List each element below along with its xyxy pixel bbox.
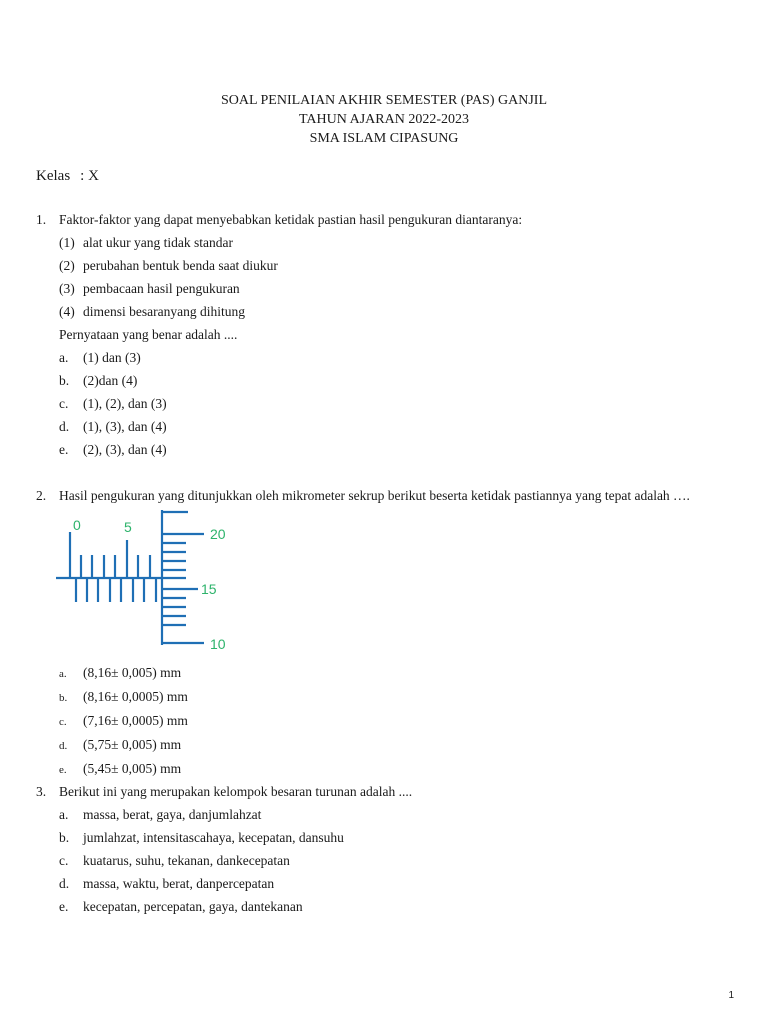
micrometer-diagram (56, 510, 246, 665)
option-label: b. (59, 692, 68, 704)
option-label: a. (59, 668, 67, 680)
q3-option-c[interactable] (59, 853, 290, 869)
option-label: a. (59, 807, 69, 822)
question-1-text: Faktor-faktor yang dapat menyebabkan ketidak pastian hasil pengukuran diantaranya: (59, 212, 523, 227)
question-3-number: 3. (36, 784, 47, 799)
option-label: d. (59, 740, 68, 752)
option-text: (7,16± 0,0005) mm (83, 713, 188, 728)
option-label: a. (59, 350, 69, 365)
q1-statement (59, 258, 278, 274)
statement-number: (2) (59, 258, 75, 273)
option-text: massa, waktu, berat, danpercepatan (83, 876, 275, 891)
option-text: (1), (2), dan (3) (83, 396, 167, 411)
option-text: (5,45± 0,005) mm (83, 761, 182, 776)
option-text: jumlahzat, intensitascahaya, kecepatan, dansuhu (83, 830, 344, 845)
statement-number: (3) (59, 281, 75, 296)
q1-prompt: Pernyataan yang benar adalah .... (59, 327, 238, 342)
class-value: : X (80, 168, 99, 184)
option-text: (8,16± 0,0005) mm (83, 689, 188, 704)
q2-option-e[interactable] (59, 761, 181, 777)
q1-option-b[interactable] (59, 373, 137, 389)
thimble-label-15: 15 (201, 581, 217, 597)
sleeve-label-5: 5 (124, 519, 132, 535)
option-label: c. (59, 396, 69, 411)
option-label: d. (59, 876, 70, 891)
micrometer-svg (56, 510, 246, 660)
statement-text: pembacaan hasil pengukuran (83, 281, 240, 296)
q3-option-b[interactable] (59, 830, 344, 846)
question-2-text: Hasil pengukuran yang ditunjukkan oleh mikrometer sekrup berikut beserta ketidak pastiannya yang tepat adalah …. (59, 488, 690, 503)
option-label: e. (59, 764, 67, 776)
q2-option-d[interactable] (59, 737, 181, 753)
question-2-number: 2. (36, 488, 47, 503)
thimble-label-10: 10 (210, 636, 226, 652)
option-label: b. (59, 830, 70, 845)
thimble-label-20: 20 (210, 526, 226, 542)
option-label: c. (59, 853, 69, 868)
statement-text: dimensi besaranyang dihitung (83, 304, 245, 319)
question-1-number: 1. (36, 212, 47, 227)
option-text: (5,75± 0,005) mm (83, 737, 182, 752)
option-text: (8,16± 0,005) mm (83, 665, 182, 680)
option-text: kecepatan, percepatan, gaya, dantekanan (83, 899, 303, 914)
option-label: e. (59, 899, 69, 914)
statement-text: perubahan bentuk benda saat diukur (83, 258, 278, 273)
q1-statement (59, 281, 240, 297)
sleeve-label-0: 0 (73, 517, 81, 533)
option-text: (1), (3), dan (4) (83, 419, 167, 434)
question-3-text: Berikut ini yang merupakan kelompok besaran turunan adalah .... (59, 784, 413, 799)
header-year: TAHUN AJARAN 2022-2023 (299, 112, 469, 127)
option-text: kuatarus, suhu, tekanan, dankecepatan (83, 853, 290, 868)
option-text: (1) dan (3) (83, 350, 141, 365)
statement-text: alat ukur yang tidak standar (83, 235, 233, 250)
option-text: (2), (3), dan (4) (83, 442, 167, 457)
option-text: (2)dan (4) (83, 373, 138, 388)
statement-number: (4) (59, 304, 75, 319)
header-title: SOAL PENILAIAN AKHIR SEMESTER (PAS) GANJIL (220, 93, 548, 108)
q1-option-a[interactable] (59, 350, 141, 366)
option-label: d. (59, 419, 70, 434)
q1-option-c[interactable] (59, 396, 167, 412)
q1-statement (59, 235, 233, 251)
q3-option-d[interactable] (59, 876, 274, 892)
header-school: SMA ISLAM CIPASUNG (309, 131, 459, 146)
option-label: c. (59, 716, 67, 728)
q1-option-d[interactable] (59, 419, 167, 435)
statement-number: (1) (59, 235, 75, 250)
page-number: 1 (728, 990, 734, 1001)
q2-option-a[interactable] (59, 665, 181, 681)
option-text: massa, berat, gaya, danjumlahzat (83, 807, 262, 822)
class-label: Kelas (36, 168, 71, 184)
document-header (0, 91, 768, 148)
option-label: e. (59, 442, 69, 457)
option-label: b. (59, 373, 70, 388)
q1-statement (59, 304, 245, 320)
q3-option-e[interactable] (59, 899, 303, 915)
q3-option-a[interactable] (59, 807, 261, 823)
class-info (36, 168, 99, 185)
q2-option-b[interactable] (59, 689, 188, 705)
q1-option-e[interactable] (59, 442, 167, 458)
q2-option-c[interactable] (59, 713, 188, 729)
